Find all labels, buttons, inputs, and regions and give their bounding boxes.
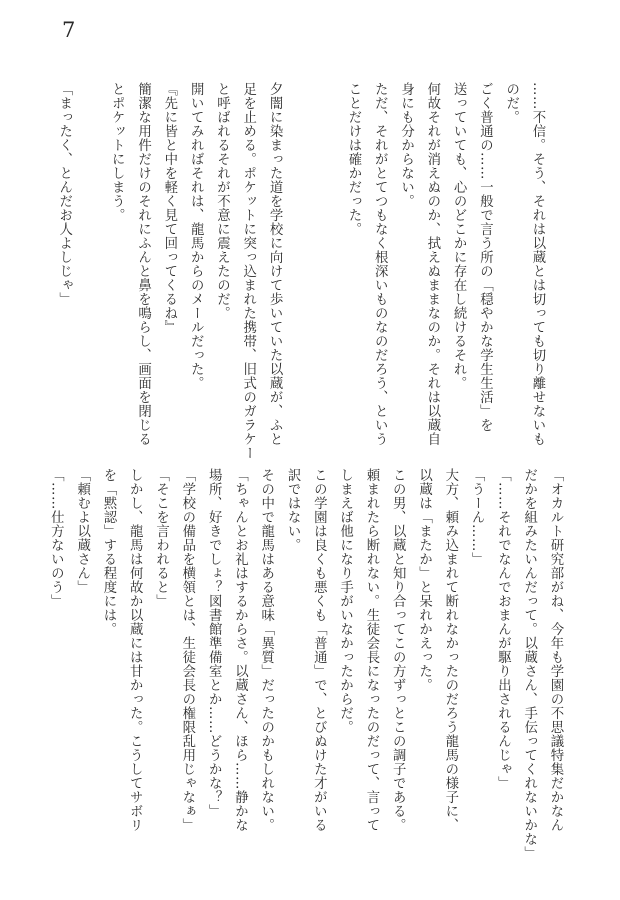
- text-line: ごく普通の……一般で言う所の「穏やかな学生生活」を: [477, 82, 493, 432]
- text-line: とポケットにしまう。: [109, 82, 125, 222]
- text-line: その中で龍馬はある意味「異質」だったのかもしれない。: [258, 468, 274, 832]
- text-line: [287, 82, 313, 442]
- text-line: 送っていても、心のどこかに存在し続けるそれ。: [451, 82, 467, 390]
- text-line: 「ちゃんとお礼はするからさ。以蔵さん、ほら……静かな: [232, 468, 248, 832]
- text-line: 開いてみればそれは、龍馬からのメールだった。: [188, 82, 204, 390]
- text-line: この学園は良くも悪くも「普通」で、とびぬけた才がいる: [311, 468, 327, 832]
- text-line: しまえば他になり手がいなかったからだ。: [337, 468, 353, 734]
- text-line: 「そこを言われると」: [153, 468, 169, 608]
- text-line: 『先に皆と中を軽く見て回ってくるね』: [161, 82, 177, 334]
- top-text-block: [50, 82, 550, 460]
- text-line: 簡潔な用件だけのそれにふんと鼻を鳴らし、画面を閉じる: [135, 82, 151, 446]
- bottom-text-block: [42, 468, 568, 860]
- text-line: 何故それが消えぬのか、拭えぬままなのか。それは以蔵自: [424, 82, 440, 446]
- text-line: 「オカルト研究部がね、今年も学園の不思議特集だかなん: [548, 468, 563, 832]
- text-line: [313, 82, 339, 442]
- text-line: しかし、龍馬は何故か以蔵には甘かった。こうしてサボリ: [127, 468, 143, 832]
- text-line: 「頼むよ以蔵さん」: [74, 468, 90, 594]
- text-line: 訳ではない。: [285, 468, 301, 552]
- text-line: 足を止める。ポケットに突っ込まれた携帯、旧式のガラケー: [240, 82, 256, 460]
- text-line: 「うーん……」: [469, 468, 485, 566]
- text-line: 身にも分からない。: [398, 82, 414, 208]
- text-line: ことだけは確かだった。: [345, 82, 361, 236]
- text-line: この男、以蔵と知り合ってこの方ずっとこの調子である。: [390, 468, 406, 832]
- page-number: 7: [62, 18, 76, 42]
- text-line: 「……それでなんでおまんが駆り出されるんじゃ」: [495, 468, 511, 790]
- text-line: のだ。: [503, 82, 519, 124]
- text-line: [77, 82, 103, 442]
- text-line: を「黙認」する程度には。: [100, 468, 116, 636]
- text-line: だかを組みたいんだって。以蔵さん、手伝ってくれないかな」: [521, 468, 537, 860]
- text-line: 場所、好きでしょ？図書館準備室とか……どうかな？」: [206, 468, 222, 818]
- text-line: ……不信。そう、それは以蔵とは切っても切り離せないも: [530, 82, 545, 446]
- text-line: 「……仕方ないのう」: [48, 468, 64, 608]
- text-line: 「まったく、とんだお人よしじゃ」: [56, 82, 72, 306]
- text-line: 「学校の備品を横領とは、生徒会長の権限乱用じゃなぁ」: [179, 468, 195, 832]
- text-line: と呼ばれるそれが不意に震えたのだ。: [214, 82, 230, 320]
- text-line: ただ、それがとてつもなく根深いものなのだろう、という: [372, 82, 388, 446]
- text-line: 以蔵は「またか」と呆れかえった。: [416, 468, 432, 692]
- text-line: 頼まれたら断れない。生徒会長になったのだって、言って: [363, 468, 379, 832]
- text-line: 夕闇に染まった道を学校に向けて歩いていた以蔵が、ふと: [267, 82, 283, 446]
- text-line: 大方、頼み込まれて断れなかったのだろう龍馬の様子に、: [442, 468, 458, 832]
